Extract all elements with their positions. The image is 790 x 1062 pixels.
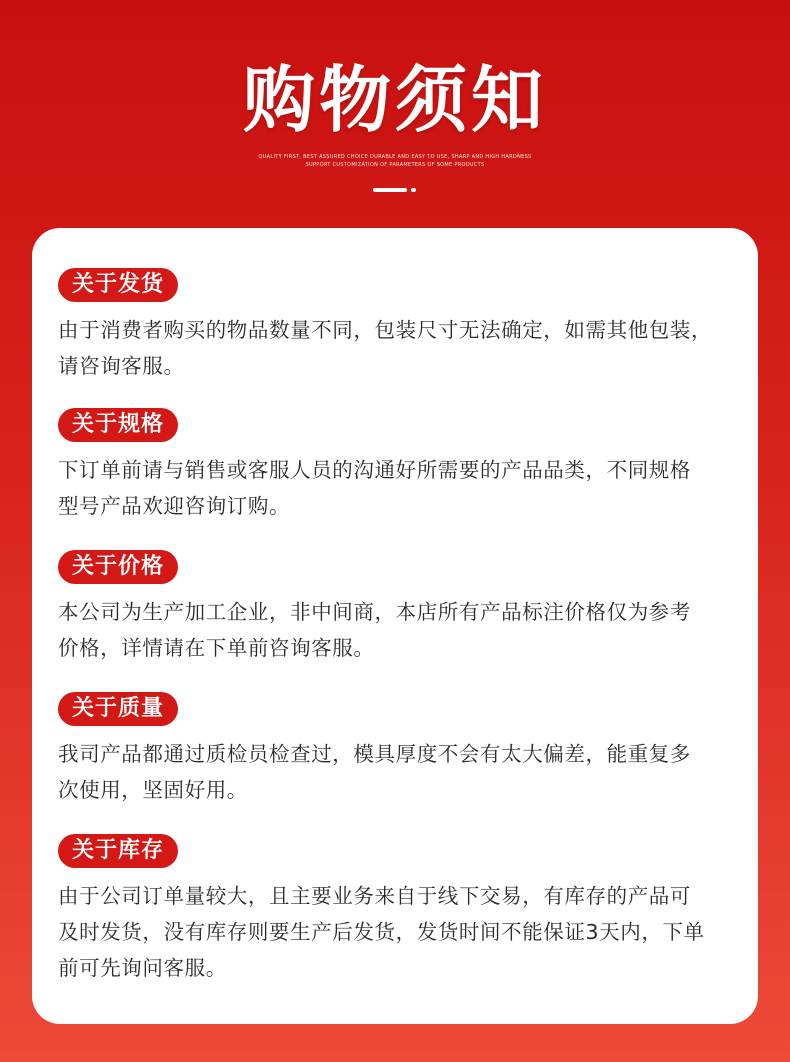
section-tag: 关于发货 [58, 268, 178, 302]
page-subtitle [0, 153, 790, 169]
page-title: 购物须知 [242, 58, 547, 142]
body-line: 及时发货，没有库存则要生产后发货，发货时间不能保证3天内，下单 [58, 920, 705, 944]
section-body [58, 736, 738, 808]
body-line: 价格，详情请在下单前咨询客服。 [58, 636, 375, 660]
body-line: 由于消费者购买的物品数量不同，包装尺寸无法确定，如需其他包装， [58, 318, 713, 342]
header [0, 0, 790, 228]
section-specs [58, 408, 738, 524]
section-body [58, 878, 738, 986]
subtitle-line-2: SUPPORT CUSTOMIZATION OF PARAMETERS OF SOME PRODUCTS [305, 162, 485, 168]
section-price [58, 550, 738, 666]
section-body [58, 452, 738, 524]
divider-dot [411, 188, 416, 192]
body-line: 型号产品欢迎咨询订购。 [58, 494, 291, 518]
section-tag: 关于规格 [58, 408, 178, 442]
body-line: 请咨询客服。 [58, 354, 185, 378]
section-body [58, 594, 738, 666]
section-quality [58, 692, 738, 808]
body-line: 由于公司订单量较大，且主要业务来自于线下交易，有库存的产品可 [58, 884, 691, 908]
body-line: 本公司为生产加工企业，非中间商，本店所有产品标注价格仅为参考 [58, 600, 691, 624]
subtitle-line-1: QUALITY FIRST, BEST ASSURED CHOICE DURABLE AND EASY TO USE, SHARP AND HIGH HARDNESS [258, 154, 532, 160]
body-line: 下订单前请与销售或客服人员的沟通好所需要的产品品类，不同规格 [58, 458, 691, 482]
section-shipping [58, 268, 738, 384]
body-line: 我司产品都通过质检员检查过，模具厚度不会有太大偏差，能重复多 [58, 742, 691, 766]
body-line: 前可先询问客服。 [58, 956, 227, 980]
section-tag: 关于质量 [58, 692, 178, 726]
section-tag: 关于价格 [58, 550, 178, 584]
divider-bar [373, 188, 407, 192]
section-tag: 关于库存 [58, 834, 178, 868]
notice-card [32, 228, 758, 1024]
section-stock [58, 834, 738, 986]
title-divider [373, 188, 417, 192]
section-body [58, 312, 738, 384]
body-line: 次使用，坚固好用。 [58, 778, 248, 802]
